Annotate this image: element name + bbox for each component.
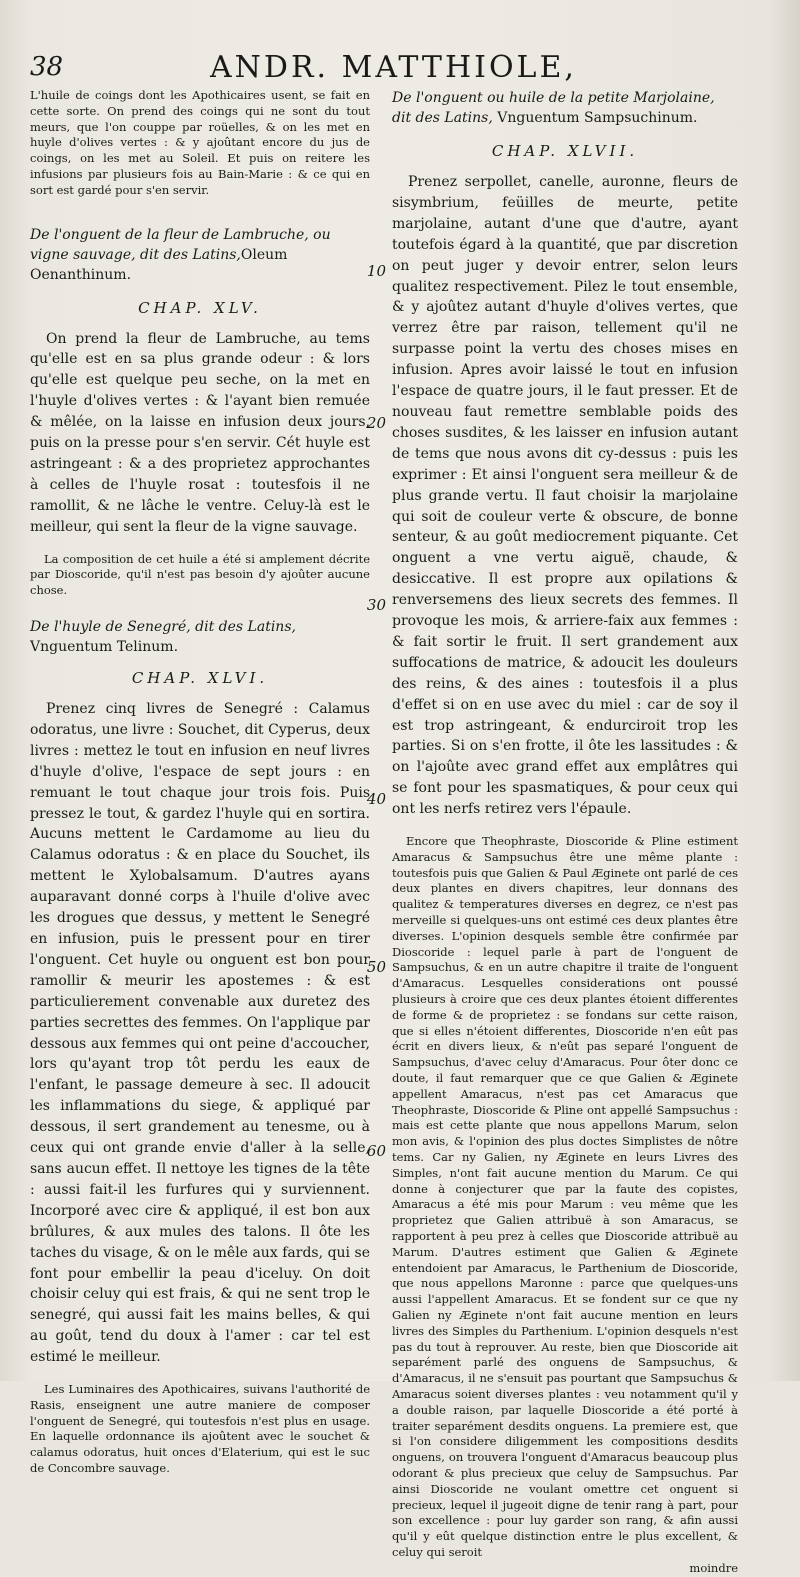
line-number: 10 bbox=[366, 262, 386, 280]
line-number: 50 bbox=[366, 958, 386, 976]
section-heading-senegre bbox=[30, 617, 370, 657]
commentary-note-45: La composition de cet huile a été si amplement décrite par Dioscoride, qu'il n'est pas besoin d'y ajoûter aucune chose. bbox=[30, 551, 370, 598]
section-heading-marjolaine bbox=[392, 88, 738, 128]
chapter-heading-45: CHAP. XLV. bbox=[138, 298, 262, 317]
left-column bbox=[30, 88, 370, 1477]
commentary-47: Encore que Theophraste, Dioscoride & Pline estiment Amaracus & Sampsuchus être une même plante : toutesfois puis que Galien & Paul Æginete ont parlé de ces deux plantes en divers chapitres, leur donnans des qualitez & temperatures diverses en degrez, ce n'est pas merveille si quelques-uns ont estimé ces deux plantes être diverses. L'opinion desquels semble être confirmée par Dioscoride : lequel parle à part de l'onguent de Sampsuchus, & en un autre chapitre il traite de l'onguent d'Amaracus. Lesquelles considerations ont poussé plusieurs à croire que ces deux plantes étoient differentes de forme & de proprietez : se fondans sur cette raison, que si elles n'étoient differentes, Dioscoride n'en eût pas écrit en divers lieux, & n'eût pas separé l'onguent de Sampsuchus, d'avec celuy d'Amaracus. Pour ôter donc ce doute, il faut remarquer que ce que Galien & Æginete appellent Amaracus, n'est pas cet Amaracus que Theophraste, Dioscoride & Pline ont appellé Sampsuchus : mais est cette plante que nous appellons Marum, selon mon avis, & l'opinion des plus doctes Simplistes de nôtre tems. Car ny Galien, ny Æginete en leurs Livres des Simples, n'ont fait aucune mention du Marum. Ce qui donne à conjecturer que par la faute des copistes, Amaracus a été mis pour Marum : veu même que les proprietez que Galien attribuë à son Amaracus, se rapportent à peu prez à celles que Dioscoride attribuë au Marum. D'autres estiment que Galien & Æginete entendoient par Amaracus, le Parthenium de Dioscoride, que nous appellons Maronne : parce que quelques-uns aussi l'appellent Amaracus. Et se fondent sur ce que ny Galien ny Æginete n'ont fait aucune mention en leurs livres des Simples du Parthenium. L'opinion desquels n'est pas du tout à reprouver. Au reste, bien que Dioscoride ait separément parlé des onguens de Sampsuchus, & d'Amaracus, il ne s'ensuit pas pourtant que Sampsuchus & Amaracus soient diverses plantes : veu notamment qu'il y a double raison, par laquelle Dioscoride a été porté à traiter separément desdits onguens. La premiere est, que si l'on considere diligemment les compositions desdits onguens, on trouvera l'onguent d'Amaracus beaucoup plus odorant & plus precieux que celuy de Sampsuchus. Par ainsi Dioscoride ne voulant omettre cet onguent si precieux, lequel il jugeoit digne de tenir rang à part, pour son excellence : pour luy garder son rang, & afin aussi qu'il y eût quelque distinction entre le plus excellent, & celuy qui seroit bbox=[392, 834, 738, 1559]
right-column bbox=[392, 88, 738, 1577]
heading-text: De l'huyle de Senegré, dit des Latins, bbox=[30, 619, 296, 636]
heading-latin-name: Vnguentum Telinum. bbox=[30, 639, 179, 656]
catchword: moindre bbox=[689, 1560, 738, 1575]
heading-latin-name: Oleum Oenanthinum. bbox=[30, 246, 288, 283]
chapter-heading-47: CHAP. XLVII. bbox=[491, 142, 639, 160]
running-title: ANDR. MATTHIOLE, bbox=[210, 50, 577, 85]
line-number: 60 bbox=[366, 1142, 386, 1160]
heading-latin-name: Vnguentum Sampsuchinum. bbox=[497, 110, 698, 126]
line-number: 40 bbox=[366, 790, 386, 808]
chapter-heading-46: CHAP. XLVI. bbox=[131, 669, 269, 688]
heading-text: De l'onguent ou huile de la petite Marjolaine, dit des Latins, bbox=[392, 90, 715, 126]
line-number: 30 bbox=[366, 596, 386, 614]
chapter-text-45: On prend la fleur de Lambruche, au tems qu'elle est en sa plus grande odeur : & lors qu'elle est quelque peu seche, on la met en l'huyle d'olives vertes : & l'ayant bien remuée & mêlée, on la laisse en infusion deux jours, puis on la presse pour s'en servir. Cét huyle est astringeant : & a des proprietez approchantes à celles de l'huyle rosat : toutesfois il ne ramollit, & ne lâche le ventre. Celuy-là est le meilleur, qui sent la fleur de la vigne sauvage. bbox=[30, 330, 370, 535]
heading-text: De l'onguent de la fleur de Lambruche, ou vigne sauvage, dit des Latins, bbox=[30, 226, 331, 263]
line-number: 20 bbox=[366, 414, 386, 432]
chapter-text-47: Prenez serpollet, canelle, auronne, fleurs de sisymbrium, feüilles de meurte, petite marjolaine, autant d'une que d'autre, ayant toutefois égard à la quantité, que par discretion on peut juger y devoir entrer, selon leurs qualitez respectivement. Pilez le tout ensemble, & y ajoûtez autant d'huyle d'olives vertes, que verrez être par raison, tellement qu'il ne surpasse point la vertu des choses mises en infusion. Apres avoir laissé le tout en infusion l'espace de quatre jours, il le faut presser. Et de nouveau faut remettre semblable poids des choses susdites, & les laisser en infusion autant de tems que nous avons dit cy-dessus : puis les exprimer : Et ainsi l'onguent sera meilleur & de plus grande vertu. Il faut choisir la marjolaine qui soit de couleur verte & obscure, de bonne senteur, & au goût mediocrement piquante. Cet onguent a vne vertu aiguë, chaude, & desiccative. Il est propre aux opilations & renversemens des lieux secrets des femmes. Il provoque les mois, & arriere-faix aux femmes : & fait sortir le fruit. Il sert grandement aux suffocations de matrice, & adoucit les douleurs des reins, & des aines : toutesfois il a plus d'effet si on en use avec du miel : car de soy il est trop astringeant, & endurciroit trop les parties. Si on s'en frotte, il ôte les lassitudes : & on l'ajoûte avec grand effet aux emplâtres qui se font pour les spasmatiques, & pour ceux qui ont les nerfs retirez vers l'épaule. bbox=[392, 174, 738, 818]
intro-paragraph: L'huile de coings dont les Apothicaires usent, se fait en cette sorte. On prend des coings qui ne sont du tout meurs, que l'on couppe par roüelles, & on les met en huyle d'olives vertes : & y ajoûtant encore du jus de coings, on les met au Soleil. Et puis on reitere les infusions par plusieurs fois au Bain-Marie : & ce qui en sort est gardé pour s'en servir. bbox=[30, 88, 370, 197]
commentary-note-46: Les Luminaires des Apothicaires, suivans l'authorité de Rasis, enseignent une autre maniere de composer l'onguent de Senegré, qui toutesfois n'est plus en usage. En laquelle ordonnance ils ajoûtent avec le souchet & calamus odoratus, huit onces d'Elaterium, qui est le suc de Concombre sauvage. bbox=[30, 1382, 370, 1476]
chapter-text-46: Prenez cinq livres de Senegré : Calamus odoratus, une livre : Souchet, dit Cyperus, deux livres : mettez le tout en infusion en neuf livres d'huyle d'olive, l'espace de sept jours : en remuant le tout chaque jour trois fois. Puis pressez le tout, & gardez l'huyle qui en sortira. Aucuns mettent le Cardamome au lieu du Calamus odoratus : & en place du Souchet, ils mettent le Xylobalsamum. D'autres ayans auparavant donné corps à l'huile d'olive avec les drogues que dessus, y mettent le Senegré en infusion, puis le pressent pour en tirer l'onguent. Cet huyle ou onguent est bon pour ramollir & meurir les apostemes : & est particulierement convenable aux duretez des parties secrettes des femmes. On l'applique par dessous aux femmes qui ont peine d'accoucher, lors qu'ayant trop tôt perdu les eaux de l'enfant, le passage demeure à sec. Il adoucit les inflammations du siege, & appliqué par dessous, il sert grandement au tenesme, ou à ceux qui ont grande envie d'aller à la selle, sans aucun effet. Il nettoye les tignes de la tête : aussi fait-il les furfures qui y surviennent. Incorporé avec cire & appliqué, il est bon aux brûlures, & aux mules des talons. Il ôte les taches du visage, & on le mêle aux fards, qui se font pour embellir la peau d'iceluy. On doit choisir celuy qui est frais, & qui ne sent trop le senegré, qui aussi fait les mains belles, & qui au goût, tend du doux à l'amer : car tel est estimé le meilleur. bbox=[30, 701, 370, 1366]
page-number: 38 bbox=[30, 52, 64, 82]
section-heading-lambruche bbox=[30, 225, 370, 285]
